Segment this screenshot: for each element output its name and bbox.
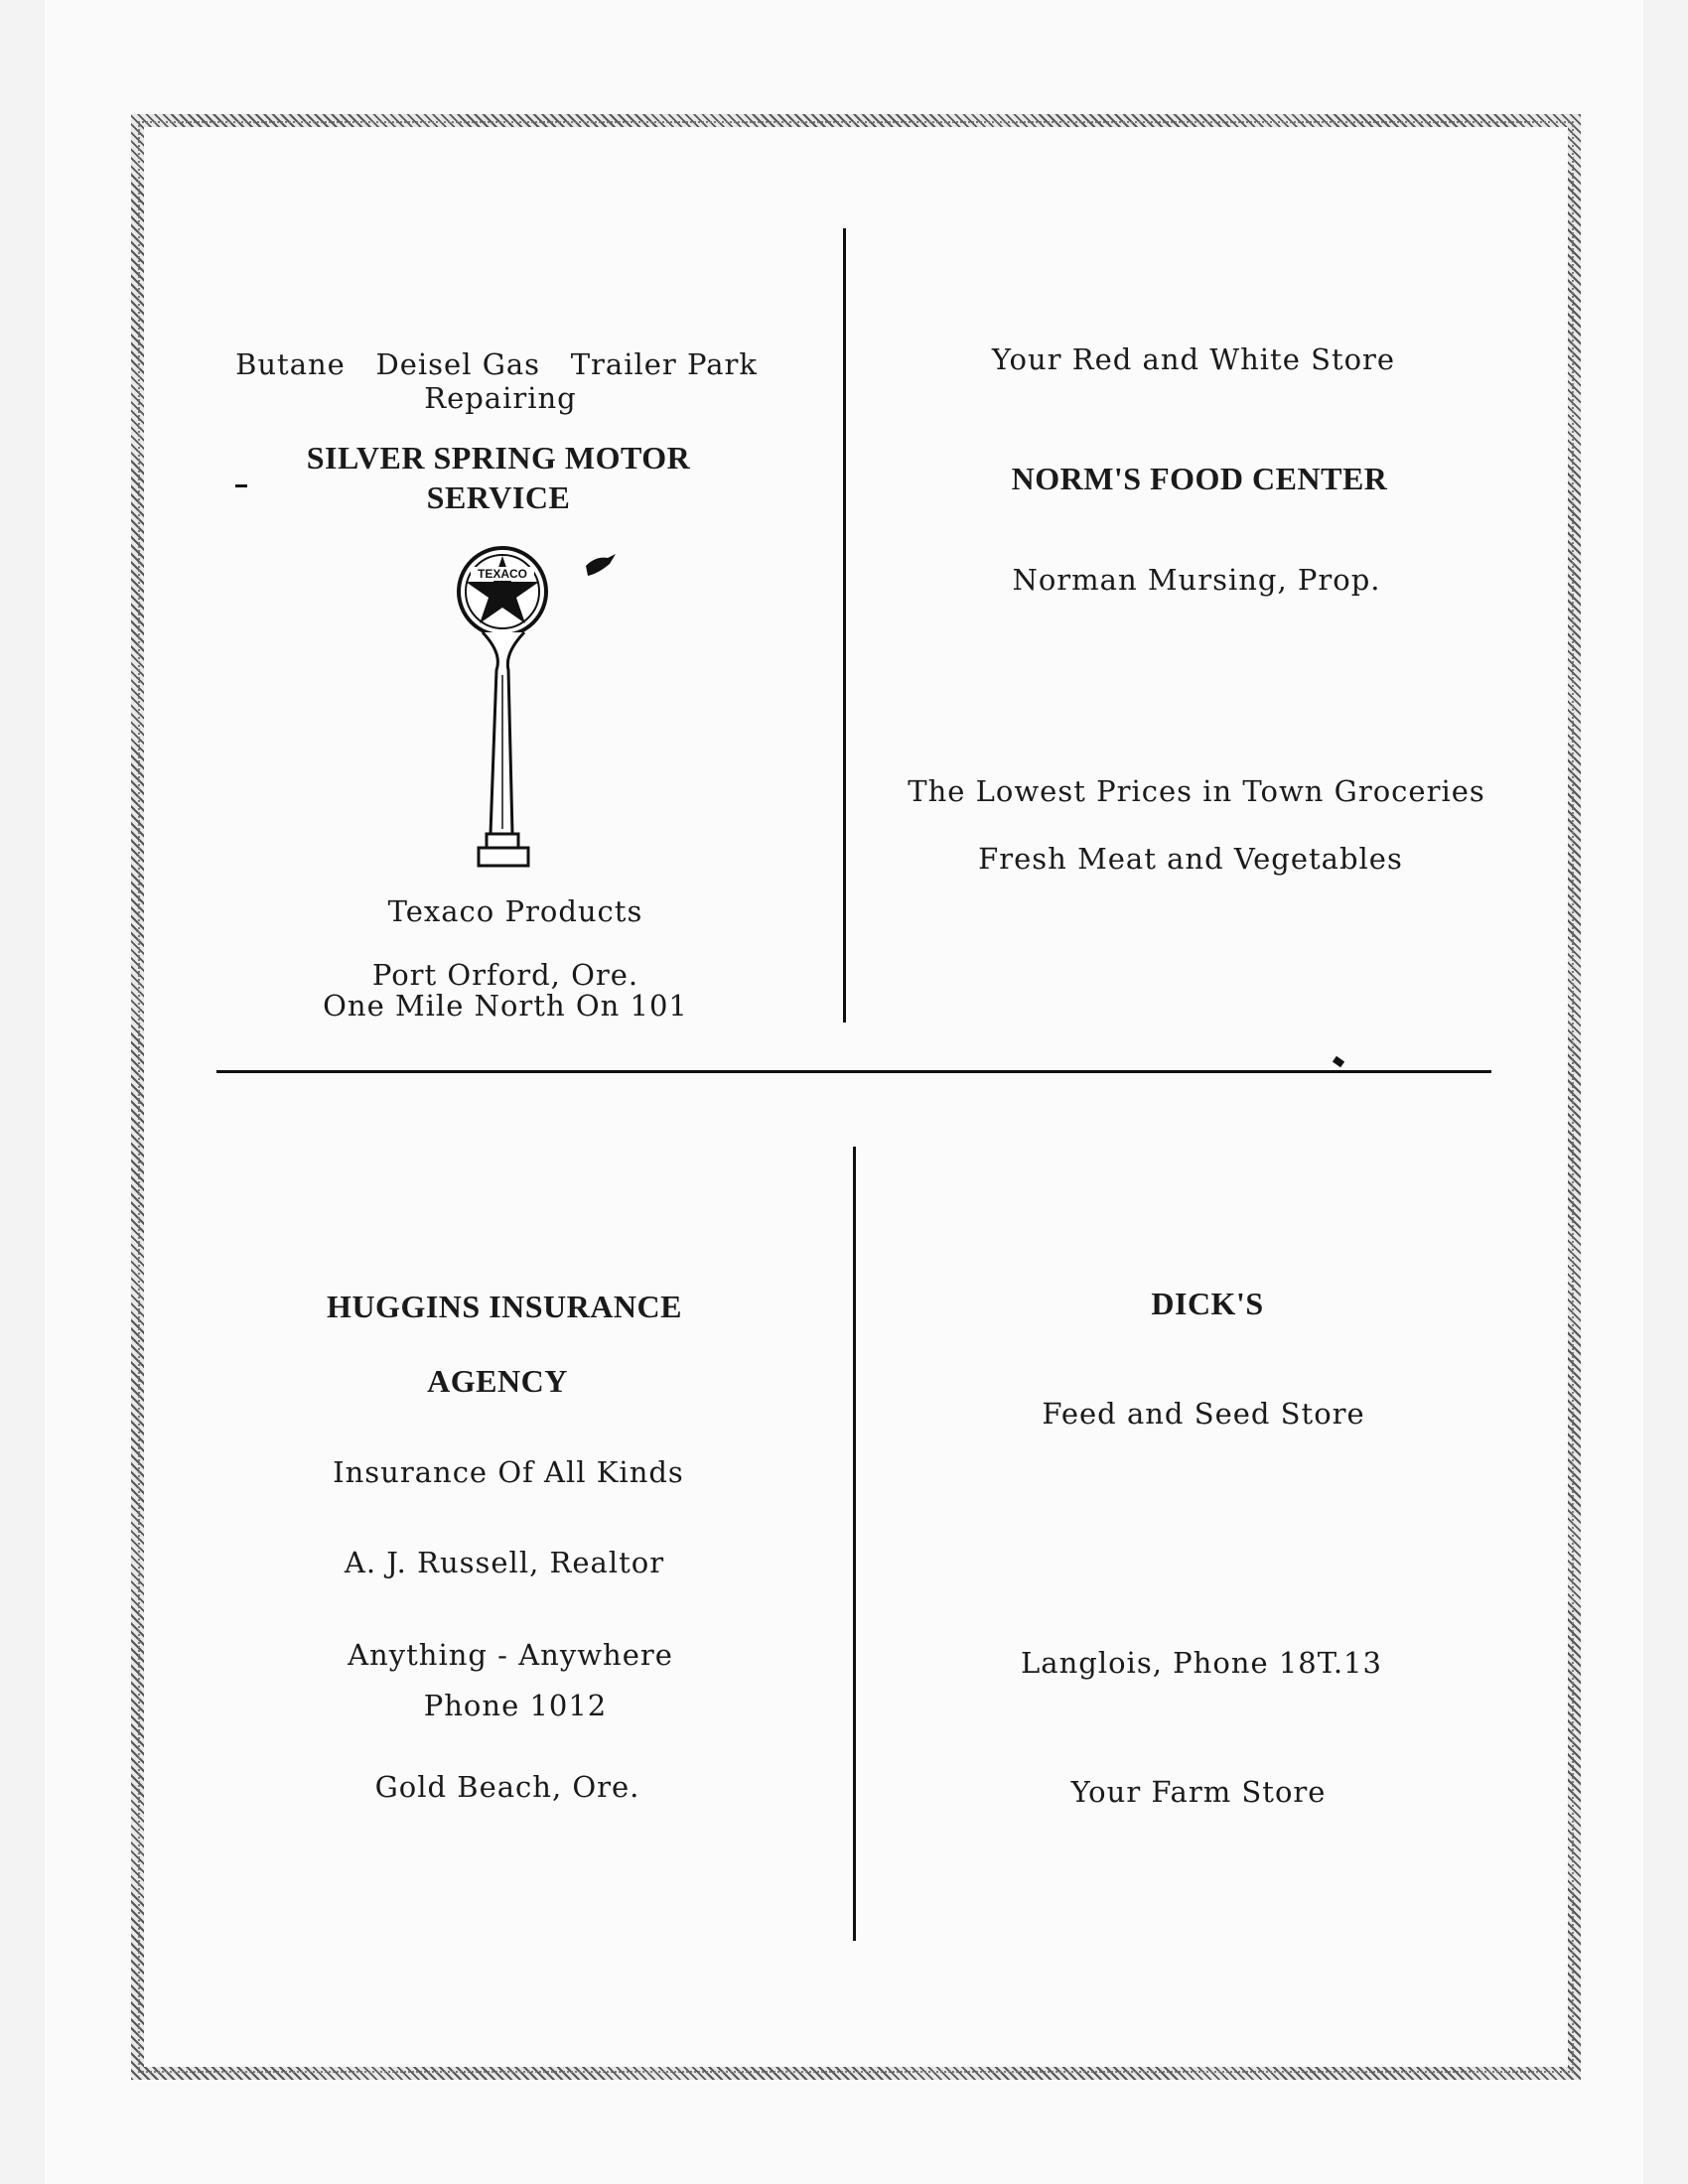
divider-vertical-bottom — [853, 1147, 856, 1941]
decorative-border-frame — [131, 114, 1581, 2080]
phone-line: Langlois, Phone 18T.13 — [1021, 1646, 1382, 1680]
proprietor-line: Norman Mursing, Prop. — [1012, 563, 1381, 597]
slogan-line: Anything - Anywhere — [348, 1638, 673, 1672]
divider-horizontal — [216, 1070, 1491, 1073]
services-line-2: Repairing — [424, 381, 577, 415]
service-line: Insurance Of All Kinds — [333, 1455, 684, 1489]
realtor-line: A. J. Russell, Realtor — [344, 1546, 665, 1579]
business-name: NORM'S FOOD CENTER — [1011, 461, 1388, 496]
slogan-line: Your Farm Store — [1070, 1775, 1327, 1809]
phone-line: Phone 1012 — [423, 1689, 608, 1722]
prices-line: The Lowest Prices in Town Groceries — [908, 774, 1485, 808]
business-name-line2: AGENCY — [427, 1363, 568, 1399]
services-line: Butane Deisel Gas Trailer Park — [235, 347, 758, 381]
logo-text: TEXACO — [477, 567, 528, 581]
divider-vertical-top — [843, 228, 846, 1023]
location-line: Gold Beach, Ore. — [374, 1770, 640, 1804]
business-name-line1: HUGGINS INSURANCE — [327, 1289, 682, 1324]
store-type-line: Feed and Seed Store — [1042, 1397, 1365, 1431]
tagline: Your Red and White Store — [991, 342, 1396, 376]
products-line: Fresh Meat and Vegetables — [978, 842, 1403, 876]
business-name-line2: SERVICE — [426, 479, 571, 515]
business-name: DICK'S — [1151, 1286, 1264, 1321]
business-name-line1: SILVER SPRING MOTOR — [306, 440, 691, 476]
location-line1: Port Orford, Ore. — [371, 958, 639, 992]
ink-mark — [235, 484, 247, 487]
ink-blot — [586, 554, 616, 576]
products-line: Texaco Products — [387, 894, 643, 928]
location-line2: One Mile North On 101 — [323, 989, 688, 1023]
texaco-sign-illustration — [447, 536, 645, 879]
